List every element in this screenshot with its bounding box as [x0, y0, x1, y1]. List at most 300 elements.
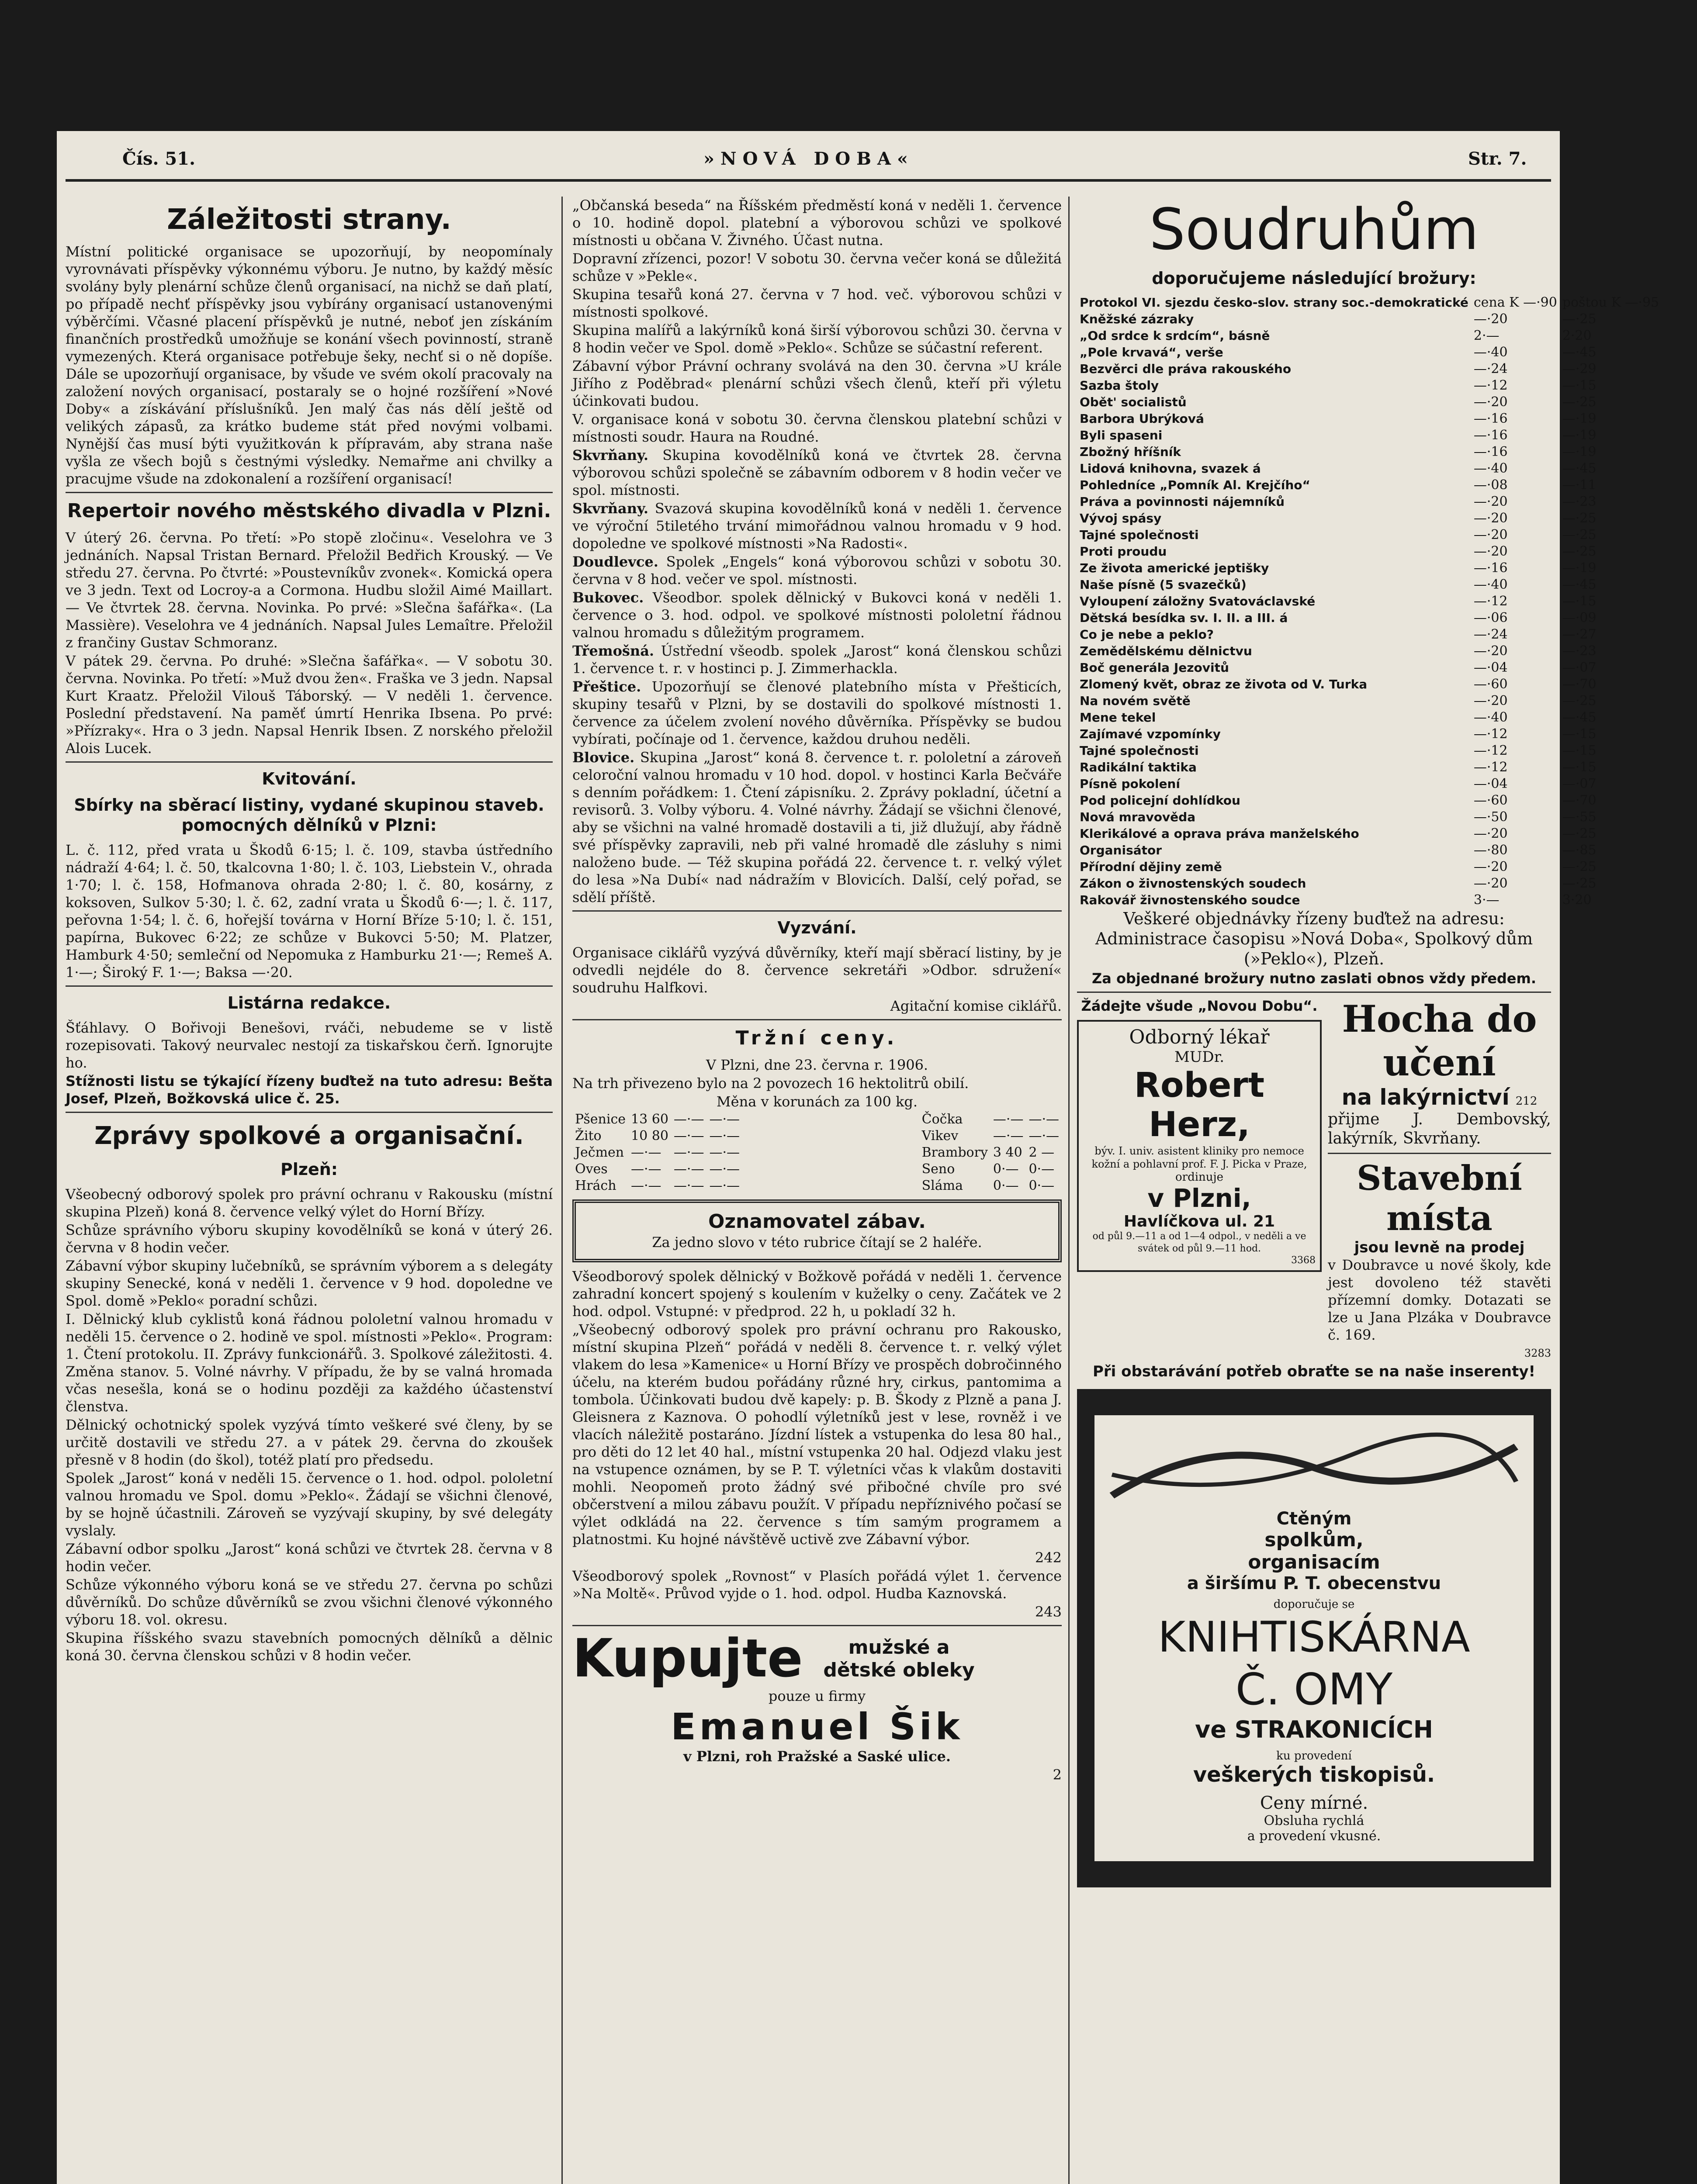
classified-column — [1328, 997, 1551, 1363]
cell: —·25 — [1562, 527, 1597, 543]
ad-number: 3368 — [1291, 1255, 1316, 1266]
place-text: Skupina kovodělníků koná ve čtvrtek 28. června výborovou schůzi společně se zábavním odborem v 8 hodin večer ve spol. místnosti. — [572, 447, 1062, 498]
cell: —·25 — [1562, 511, 1597, 526]
cell: —·— — [709, 1128, 740, 1144]
table-row — [1077, 726, 1662, 743]
table-row — [572, 1111, 742, 1128]
shop-buy: Kupujte — [572, 1628, 803, 1689]
cell: Pohledníce „Pomník Al. Krejčího“ — [1080, 478, 1310, 492]
union-item: Všeobecný odborový spolek pro právní ochranu v Rakousku (místní skupina Plzeň) koná 8. července velký výlet do Horní Břízy. — [66, 1186, 553, 1220]
place-item — [572, 678, 1062, 748]
cell: 2·— — [1473, 328, 1500, 343]
doctor-title: MUDr. — [1174, 1048, 1225, 1066]
table-row — [1077, 842, 1662, 859]
cell: 13 60 — [631, 1112, 668, 1127]
column-divider — [1068, 197, 1070, 2184]
cell: —·40 — [1473, 710, 1508, 725]
cell: Tajné společnosti — [1080, 528, 1199, 542]
cell: Zbožný hříšník — [1080, 445, 1181, 459]
cell: —·20 — [1473, 826, 1508, 841]
table-row — [572, 1128, 742, 1144]
print-prices: Ceny mírné. — [1260, 1793, 1368, 1813]
cell: —·— — [1029, 1112, 1059, 1127]
union-item: V. organisace koná v sobotu 30. června členskou platební schůzi v místnosti soudr. Haura na Roudné. — [572, 411, 1062, 445]
repertoire-text: V úterý 26. června. Po třetí: »Po stopě zločinu«. Veselohra ve 3 jednáních. Napsal Tristan Bernard. Přeložil Bedřich Krouský. — Ve středu 27. června. Po čtvrté: »Poustevníkův zvonek«. Komická opera ve 3 jedn. Text od Locroy-a a Cormona. Hudbu složil Aimé Maillart. — Ve čtvrtek 28. června. Novinka. Po prvé: »Slečna šafářka«. (La Massière). Veselohra ve 4 jednáních. Napsal Jules Lemaître. Přeložil z frančiny Gustav Schmoranz. — [66, 529, 553, 651]
cell: —·20 — [1473, 643, 1508, 659]
place-item — [572, 500, 1062, 552]
cell: —·— — [631, 1178, 661, 1193]
cell: —·23 — [1562, 643, 1597, 659]
table-row — [1077, 510, 1662, 527]
print-owner: Č. OMY — [1235, 1664, 1393, 1715]
table-row — [1077, 427, 1662, 444]
cell: Vývoj spásy — [1080, 511, 1162, 525]
receipts-subheading: Sbírky na sběrací listiny, vydané skupinou staveb. pomocných dělníků v Plzni: — [74, 795, 544, 835]
doctor-name: Robert Herz, — [1134, 1066, 1265, 1144]
table-row — [1077, 693, 1662, 709]
cell: —·45 — [1562, 461, 1597, 476]
cell: Lidová knihovna, svazek á — [1080, 461, 1261, 476]
place-name: Skvrňany. — [572, 500, 649, 517]
cell: 2 — — [1029, 1145, 1055, 1160]
cell: —·15 — [1562, 594, 1597, 609]
cell: —·20 — [1473, 494, 1508, 509]
plzen-label: Plzeň: — [280, 1160, 338, 1179]
table-row — [1077, 875, 1662, 892]
market-table-left — [572, 1111, 742, 1194]
cell: —·55 — [1562, 809, 1597, 825]
plots-text: v Doubravce u nové školy, kde jest dovoleno též stavěti přízemní domky. Dotazati se lze u Jana Plzáka v Doubravce č. 169. — [1328, 1257, 1551, 1343]
market-intro: Na trh přivezeno bylo na 2 povozech 16 hektolitrů obilí. — [572, 1075, 969, 1092]
editor-text: Šťáhlavy. O Bořivoji Benešovi, rváči, nebudeme se v listě rozepisovati. Takový neurvalec nestojí za tiskařskou čerň. Ignorujte ho. — [66, 1019, 553, 1071]
cell: —·12 — [1473, 378, 1508, 393]
cell: —·— — [993, 1112, 1024, 1127]
print-fast: Obsluha rychlá — [1264, 1813, 1365, 1828]
place-name: Doudlevce. — [572, 553, 658, 570]
shop-address: v Plzni, roh Pražské a Saské ulice. — [683, 1748, 951, 1765]
cell: —·11 — [1562, 477, 1597, 493]
cell: —·16 — [1473, 444, 1508, 460]
table-row — [919, 1144, 1062, 1161]
table-row — [1077, 527, 1662, 543]
editor-heading: Listárna redakce. — [227, 993, 391, 1013]
newspaper-page — [57, 131, 1659, 2184]
cell: —·25 — [1562, 693, 1597, 708]
cell: Organisátor — [1080, 843, 1162, 857]
table-row — [1077, 543, 1662, 560]
cell: —·— — [673, 1178, 704, 1193]
print-greeting: Ctěným — [1276, 1509, 1352, 1529]
table-row — [1077, 792, 1662, 809]
table-row — [1077, 311, 1662, 328]
cell: Zlomený květ, obraz ze života od V. Turka — [1080, 677, 1368, 691]
cell: Naše písně (5 svazečků) — [1080, 577, 1247, 592]
place-name: Skvrňany. — [572, 447, 649, 463]
cell: Nová mravověda — [1080, 810, 1196, 824]
cell: —·20 — [1473, 544, 1508, 559]
entertainment-box — [572, 1199, 1062, 1262]
receipts-text: L. č. 112, před vrata u Škodů 6·15; l. č. 109, stavba ústředního nádraží 4·64; l. č. 50, tkalcovna 1·80; l. č. 103, Liebstein V., ohrada 1·70; l. č. 158, Hofmanova ohrada 2·80; l. č. 80, kosárny, z koksoven, Sulkov 5·30; l. č. 62, zadní vrata u Škodů 6·—; l. č. 117, peřovna 1·54; l. č. 6, hořejší továrna v Horní Bříze 5·10; l. č. 151, papírna, Bukovec 6·22; ze schůze v Bukovci 5·50; M. Platzer, Hamburk 4·50; semleční od Nepomuka z Hamburku 21·—; Remeš A. 1·—; Široký F. 1·—; Baksa —·20. — [66, 842, 553, 981]
table-row — [919, 1111, 1062, 1128]
cell: „Pole krvavá“, verše — [1080, 345, 1223, 359]
cell: —·70 — [1562, 677, 1597, 692]
table-row — [1077, 610, 1662, 626]
ad-number: 243 — [1035, 1603, 1062, 1620]
doctor-column — [1077, 997, 1322, 1363]
cell: —·25 — [1562, 859, 1597, 874]
cell: —·15 — [1562, 760, 1597, 775]
cell: Čočka — [921, 1112, 963, 1127]
cell: —·29 — [1562, 361, 1597, 377]
cell: —·27 — [1562, 627, 1597, 642]
ornament-icon — [1112, 1433, 1516, 1503]
cell: —·12 — [1473, 760, 1508, 775]
divider — [66, 1112, 553, 1113]
cell: Ze života americké jeptišky — [1080, 561, 1269, 575]
cell: Tajné společnosti — [1080, 743, 1199, 758]
cell: —·— — [631, 1161, 661, 1177]
cell: —·15 — [1562, 743, 1597, 758]
divider — [66, 985, 553, 987]
cell: —·25 — [1562, 876, 1597, 891]
cell: 2·20 — [1562, 328, 1592, 343]
table-row — [1077, 809, 1662, 826]
repertoire-text: V pátek 29. června. Po druhé: »Slečna šafářka«. — V sobotu 30. června. Novinka. Po třetí: »Muž dvou žen«. Fraška ve 3 jedn. Napsal Kurt Kraatz. Přeložil Vilouš Táborský. — V neděli 1. července. Poslední představení. Na paměť úmrtí Henrika Ibsena. Po prvé: »Přízraky«. Hra o 3 jedn. Napsal Henrik Ibsen. Z norského přeložil Alois Lucek. — [66, 653, 553, 757]
print-recommend: doporučuje se — [1273, 1598, 1355, 1611]
entertainment-item: „Všeobecný odborový spolek pro právní ochranu pro Rakousko, místní skupina Plzeň“ pořádá v neděli 8. července t. r. velký výlet vlakem do lesa »Kamenice« u Horní Břízy ve prospěch dobročinného účelu, na kterém budou pořádány různé hry, cirkus, pantomima a tombola. Účinkovati budou dvě kapely: p. B. Škody z Plzně a pana J. Gleisnera z Kaznova. O pohodlí výletníků jest v lese, rovněž i ve vlacích náležitě postaráno. Jízdní lístek a vstupenka do lesa 80 hal., pro děti do 12 let 40 hal., místní vstupenka 20 hal. Odjezd vlaku jest na vstupence oznámen, by se P. T. výletníci včas k vlakům dostaviti mohli. Neopomeň proto žádný své přibočné chvíle pro své občerstvení a milou zábavu použít. V případu nepříznivého počasí se výlet odkládá na 22. července s tím samým programem a platnostmi. Ku hojné návštěvě uctivě zve Zábavní výbor. — [572, 1321, 1062, 1548]
table-row — [1077, 361, 1662, 377]
cell: Obět' socialistů — [1080, 395, 1187, 409]
cell: —·45 — [1562, 710, 1597, 725]
table-row — [1077, 660, 1662, 676]
market-currency: Měna v korunách za 100 kg. — [716, 1093, 918, 1110]
place-text: Ústřední všeodb. spolek „Jarost“ koná členskou schůzi 1. července t. r. v hostinci p. J. Zimmerhackla. — [572, 643, 1062, 677]
market-tables — [572, 1111, 1062, 1194]
union-item: Dělnický ochotnický spolek vyzývá tímto veškeré své členy, by se určitě dostavili ve středu 27. a v pátek 29. června do zkoušek přesně v 8 hodin (do škol), totéž platí pro předsedu. — [66, 1417, 553, 1468]
orders-text: Veškeré objednávky řízeny buďtež na adresu: Administrace časopisu »Nová Doba«, Spolkový dům (»Peklo«), Plzeň. — [1095, 909, 1533, 968]
unions-heading: Zprávy spolkové a organisační. — [94, 1122, 524, 1150]
table-row — [1077, 826, 1662, 842]
table-row — [1077, 626, 1662, 643]
cell: Proti proudu — [1080, 544, 1167, 559]
table-row — [1077, 328, 1662, 344]
cell: —·09 — [1562, 610, 1597, 625]
cell: 3·— — [1473, 892, 1500, 908]
cell: Zákon o živnostenských soudech — [1080, 876, 1306, 891]
print-firm: KNIHTISKÁRNA — [1158, 1613, 1470, 1662]
cell: Boč generála Jezovitů — [1080, 660, 1229, 675]
cell: —·40 — [1473, 577, 1508, 592]
party-heading: Záležitosti strany. — [167, 204, 451, 236]
place-text: Spolek „Engels“ koná výborovou schůzi v sobotu 30. června v 8 hod. večer ve spol. místnosti. — [572, 553, 1062, 587]
cell: —·— — [709, 1178, 740, 1193]
cell: Pšenice — [575, 1112, 626, 1127]
issue-number: Čís. 51. — [122, 149, 195, 169]
divider — [572, 1625, 1062, 1626]
union-item: Skupina říšského svazu stavebních pomocných dělníků a dělnic koná 30. června členskou schůzi v 8 hodin večer. — [66, 1630, 553, 1664]
shop-only: pouze u firmy — [768, 1688, 866, 1704]
cell: —·40 — [1473, 461, 1508, 476]
print-all: veškerých tiskopisů. — [1193, 1762, 1435, 1787]
print-tasteful: a provedení vkusné. — [1247, 1828, 1381, 1844]
call-heading: Vyzvání. — [777, 918, 857, 937]
cell: Klerikálové a oprava práva manželského — [1080, 826, 1359, 841]
receipts-heading: Kvitování. — [262, 769, 357, 788]
cell: Sazba štoly — [1080, 378, 1159, 393]
table-row — [1077, 411, 1662, 427]
cell: Brambory — [921, 1145, 988, 1160]
page-number: Str. 7. — [1468, 149, 1527, 169]
cell: Zajímavé vzpomínky — [1080, 727, 1221, 741]
cell: —·20 — [1473, 394, 1508, 410]
table-row — [1077, 892, 1662, 909]
cell: Zemědělskému dělnictvu — [1080, 644, 1252, 658]
cell: —·16 — [1473, 560, 1508, 576]
entertainment-heading: Oznamovatel zábav. — [708, 1210, 926, 1233]
place-name: Blovice. — [572, 749, 635, 766]
divider — [572, 910, 1062, 912]
apprentice-text: přijme J. Dembovský, lakýrník, Skvrňany. — [1328, 1110, 1551, 1147]
table-row — [1077, 643, 1662, 660]
doctor-ad — [1077, 1020, 1322, 1272]
cell: —·25 — [1562, 826, 1597, 841]
doctor-desc: býv. I. univ. asistent kliniky pro nemoce kožní a pohlavní prof. F. J. Picka v Praze, — [1091, 1145, 1307, 1170]
place-item — [572, 553, 1062, 588]
cell: 0·— — [1029, 1161, 1055, 1177]
table-row — [1077, 759, 1662, 776]
market-heading: Tržní ceny. — [735, 1027, 899, 1049]
call-text: Organisace ciklářů vyzývá důvěrníky, kteří mají sběrací listiny, by je odvedli nejdéle do 8. července sekretáři »Odbor. sdružení« soudruhu Halfkovi. — [572, 944, 1062, 996]
cell: —·12 — [1473, 743, 1508, 758]
cell: —·12 — [1473, 594, 1508, 609]
cell: —·19 — [1562, 411, 1597, 426]
apprentice-sub: na lakýrnictví — [1341, 1085, 1510, 1110]
ads-row — [1077, 997, 1551, 1363]
union-item: Dopravní zřízenci, pozor! V sobotu 30. června večer koná se důležitá schůze v »Pekle«. — [572, 250, 1062, 284]
place-name: Přeštice. — [572, 678, 641, 695]
cell: Dětská besídka sv. I. II. a III. á — [1080, 611, 1288, 625]
books-subtitle: doporučujeme následující brožury: — [1152, 269, 1476, 288]
place-text: Upozorňují se členové platebního místa v Přešticích, skupiny tesařů v Plzni, by se dostavili do spolkové místnosti 1. července za účelem zvolení nového důvěrníka. Příspěvky se budou vybírati, počínaje od 1. července, každou druhou neděli. — [572, 678, 1062, 747]
place-name: Bukovec. — [572, 589, 644, 606]
cell: —·60 — [1473, 677, 1508, 692]
cell: Protokol VI. sjezdu česko-slov. strany soc.-demokratické — [1080, 295, 1468, 310]
table-row — [1077, 743, 1662, 759]
doctor-city: v Plzni, — [1147, 1183, 1251, 1213]
divider — [1077, 992, 1551, 993]
cell: —·60 — [1473, 793, 1508, 808]
cell: cena K —·90 — [1473, 295, 1557, 310]
plots-sub: jsou levně na prodej — [1354, 1239, 1525, 1256]
union-item: Zábavní odbor spolku „Jarost“ koná schůzi ve čtvrtek 28. června v 8 hodin večer. — [66, 1541, 553, 1575]
cell: —·50 — [1473, 809, 1508, 825]
cell: Na novém světě — [1080, 694, 1191, 708]
print-for: ku provedení — [1276, 1749, 1352, 1762]
masthead — [57, 131, 1560, 192]
cell: Kněžské zázraky — [1080, 312, 1194, 326]
union-item: Schůze výkonného výboru koná se ve středu 27. června po schůzi důvěrníků. Do schůze důvěrníků se zvou všichni členové výkonného výboru 18. vol. okresu. — [66, 1576, 553, 1628]
cell: poštou K —·95 — [1562, 295, 1659, 310]
entertainment-sub: Za jedno slovo v této rubrice čítají se 2 haléře. — [652, 1234, 982, 1251]
cell: Sláma — [921, 1178, 963, 1193]
cell: Radikální taktika — [1080, 760, 1197, 774]
cell: —·— — [709, 1145, 740, 1160]
cell: —·04 — [1473, 660, 1508, 675]
table-row — [1077, 593, 1662, 610]
cell: —·20 — [1473, 511, 1508, 526]
cell: —·06 — [1473, 610, 1508, 625]
divider — [572, 1019, 1062, 1020]
table-row — [572, 1144, 742, 1161]
cell: Rakovář živnostenského soudce — [1080, 893, 1300, 907]
entertainment-item: Všeodborový spolek „Rovnost“ v Plasích pořádá výlet 1. července »Na Moltě«. Průvod vyjde o 1. hod. odpol. Hudba Kaznovská. — [572, 1568, 1062, 1602]
cell: —·08 — [1473, 477, 1508, 493]
cell: —·04 — [1473, 776, 1508, 791]
shop-ad — [572, 1628, 1062, 1689]
cell: Práva a povinnosti nájemníků — [1080, 494, 1285, 509]
place-item — [572, 589, 1062, 641]
table-row — [1077, 577, 1662, 593]
print-greeting: organisacím — [1248, 1551, 1380, 1573]
union-item: Schůze správního výboru skupiny kovodělníků se koná v úterý 26. června v 8 hodin večer. — [66, 1222, 553, 1256]
cell: —·20 — [1473, 876, 1508, 891]
repertoire-heading: Repertoir nového městského divadla v Plzni. — [67, 500, 551, 522]
table-row — [1077, 377, 1662, 394]
place-item — [572, 749, 1062, 906]
union-item: Zábavní výbor Právní ochrany svolává na den 30. června »U krále Jiřího z Poděbrad« plenární schůzi všech členů, kteří při výletu účinkovati budou. — [572, 358, 1062, 409]
cell: —·24 — [1473, 361, 1508, 377]
cell: Bezvěrci dle práva rakouského — [1080, 362, 1292, 376]
ad-number: 212 — [1515, 1095, 1538, 1108]
cell: —·25 — [1562, 311, 1597, 327]
table-row — [1077, 560, 1662, 577]
cell: —·19 — [1562, 444, 1597, 460]
cell: —·07 — [1562, 776, 1597, 791]
doctor-street: Havlíčkova ul. 21 — [1123, 1213, 1275, 1230]
books-title: Soudruhům — [1149, 196, 1479, 263]
orders-note: Za objednané brožury nutno zaslati obnos vždy předem. — [1092, 970, 1536, 987]
column-divider — [561, 197, 563, 2184]
cell: Písně pokolení — [1080, 777, 1180, 791]
shop-goods: mužské a dětské obleky — [823, 1636, 975, 1681]
ad-note: Při obstarávání potřeb obraťte se na naše inserenty! — [1092, 1363, 1536, 1380]
place-name: Třemošná. — [572, 643, 655, 659]
cell: —·70 — [1562, 793, 1597, 808]
cell: —·07 — [1562, 660, 1597, 675]
cell: —·— — [709, 1112, 740, 1127]
table-row — [1077, 294, 1662, 311]
cell: —·25 — [1562, 544, 1597, 559]
table-row — [1077, 776, 1662, 792]
cell: Ječmen — [575, 1145, 624, 1160]
doctor-hours: od půl 9.—11 a od 1—4 odpol., v neděli a ve svátek od půl 9.—11 hod. — [1092, 1231, 1306, 1254]
union-item: Spolek „Jarost“ koná v neděli 15. července o 1. hod. odpol. pololetní valnou hromadu ve Spol. domu »Peklo«. Žádají se všichni členové, by se hojně účastnili. Zároveň se vyzývají skupiny, by své delegáty vyslaly. — [66, 1470, 553, 1539]
ad-wanted: Žádejte všude „Novou Dobu“. — [1081, 998, 1318, 1014]
table-row — [1077, 344, 1662, 361]
cell: —·16 — [1473, 411, 1508, 426]
table-row — [1077, 859, 1662, 875]
cell: Vikev — [921, 1128, 959, 1144]
cell: 0·— — [993, 1161, 1019, 1177]
cell: —·15 — [1562, 378, 1597, 393]
cell: „Od srdce k srdcím“, básně — [1080, 328, 1270, 343]
cell: 10 80 — [631, 1128, 668, 1144]
ad-number: 2 — [1053, 1766, 1062, 1783]
doctor-ordinuje: ordinuje — [1175, 1171, 1223, 1184]
cell: —·23 — [1562, 494, 1597, 509]
cell: —·12 — [1473, 726, 1508, 742]
cell: —·25 — [1562, 394, 1597, 410]
cell: Byli spaseni — [1080, 428, 1163, 442]
column-2 — [572, 197, 1062, 1784]
cell: —·19 — [1562, 428, 1597, 443]
cell: —·— — [993, 1128, 1024, 1144]
table-row — [1077, 444, 1662, 460]
header-rule — [66, 179, 1551, 182]
table-row — [1077, 394, 1662, 411]
print-shop-ad — [1077, 1389, 1551, 1887]
cell: Co je nebe a peklo? — [1080, 627, 1214, 642]
union-item: Skupina malířů a lakýrníků koná širší výborovou schůzi 30. června v 8 hodin večer ve Spol. domě »Peklo«. Schůze se súčastní referent. — [572, 322, 1062, 356]
place-text: Všeodbor. spolek dělnický v Bukovci koná v neděli 1. července o 3. hod. odpol. ve spolkové místnosti pololetní řádnou valnou hromadu s důležitým programem. — [572, 589, 1062, 641]
cell: Pod policejní dohlídkou — [1080, 793, 1240, 808]
cell: —·40 — [1473, 345, 1508, 360]
union-item: Zábavní výbor skupiny lučebníků, se správním výborem a s delegáty skupiny Senecké, koná v neděli 1. července v 9 hod. dopoledne ve Spol. domě »Peklo« poradní schůzi. — [66, 1258, 553, 1309]
books-table — [1077, 294, 1662, 909]
cell: —·— — [1029, 1128, 1059, 1144]
place-text: Svazová skupina kovodělníků koná v neděli 1. července ve výroční 5tiletého trvání mimořádnou valnou hromadu v 9 hod. dopoledne ve spolkové místnosti »Na Radosti«. — [572, 500, 1062, 552]
cell: —·16 — [1473, 428, 1508, 443]
cell: Žito — [575, 1128, 602, 1144]
cell: —·20 — [1473, 311, 1508, 327]
market-date: V Plzni, dne 23. června r. 1906. — [706, 1057, 928, 1073]
cell: —·19 — [1562, 560, 1597, 576]
cell: —·— — [709, 1161, 740, 1177]
ad-number: 3283 — [1524, 1347, 1551, 1359]
divider — [66, 761, 553, 763]
market-table-right — [919, 1111, 1062, 1194]
cell: —·— — [673, 1145, 704, 1160]
cell: —·— — [673, 1161, 704, 1177]
apprentice-sub-row — [1328, 1085, 1551, 1110]
print-shop-inner — [1094, 1415, 1534, 1861]
table-row — [572, 1161, 742, 1178]
ad-number: 242 — [1035, 1549, 1062, 1566]
paper-title: »NOVÁ DOBA« — [703, 149, 914, 169]
cell: —·20 — [1473, 693, 1508, 708]
cell: —·15 — [1562, 726, 1597, 742]
cell: 3 40 — [993, 1145, 1022, 1160]
cell: Barbora Ubrýková — [1080, 411, 1204, 426]
cell: —·80 — [1473, 843, 1508, 858]
cell: —·— — [673, 1128, 704, 1144]
union-item: Skupina tesařů koná 27. června v 7 hod. več. výborovou schůzi v místnosti spolkové. — [572, 286, 1062, 320]
column-1 — [66, 197, 553, 1665]
union-item: „Občanská beseda“ na Říšském předměstí koná v neděli 1. července o 10. hodině dopol. platební a výborovou schůzi ve spolkové místnosti u občana V. Živného. Účast nutna. — [572, 197, 1062, 249]
print-greeting: a širšímu P. T. obecenstvu — [1187, 1573, 1441, 1593]
apprentice-title: Hocha do učení — [1342, 997, 1537, 1084]
print-city: ve STRAKONICÍCH — [1195, 1716, 1433, 1743]
complaints-note: Stížnosti listu se týkající řízeny buďtež na tuto adresu: Bešta Josef, Plzeň, Božkovská ulice č. 25. — [66, 1073, 553, 1107]
cell: 3·20 — [1562, 892, 1592, 908]
cell: —·85 — [1562, 843, 1597, 858]
cell: —·45 — [1562, 577, 1597, 592]
divider — [66, 492, 553, 493]
union-item: I. Dělnický klub cyklistů koná řádnou pololetní valnou hromadu v neděli 15. července o 2. hodině ve spol. místnosti »Peklo«. Program: 1. Čtení protokolu. II. Zprávy funkcionářů. 3. Spolkové záležitosti. 4. Změna stanov. 5. Volné návrhy. V případu, že by se valná hromada včas nesešla, koná se o hodinu později za každého účastenství členstva. — [66, 1311, 553, 1415]
shop-name: Emanuel Šik — [671, 1705, 963, 1748]
table-row — [1077, 676, 1662, 693]
cell: —·45 — [1562, 345, 1597, 360]
